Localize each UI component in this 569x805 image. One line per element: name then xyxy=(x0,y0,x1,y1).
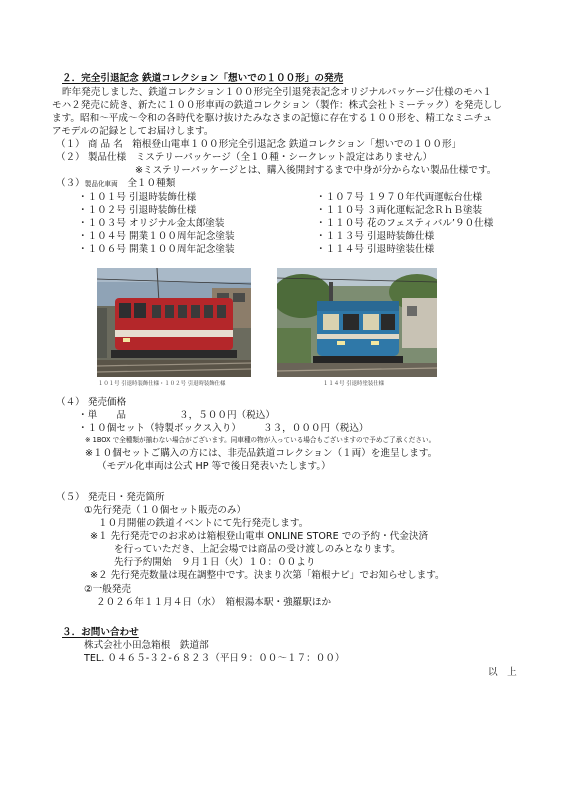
section3-heading: ３．お問い合わせ xyxy=(62,627,139,638)
price-set-label: ・１０個セット（特製ボックス入り） xyxy=(78,423,241,434)
item1-product-name: （１） 商 品 名 箱根登山電車１００形完全引退記念 鉄道コレクション「想いでの１００形」 xyxy=(56,139,462,150)
car-list-item: ・１１０号 花のフェスティバル’９０仕様 xyxy=(316,218,494,229)
pre-sale-note1b: を行っていただき、上記会場では商品の受け渡しのみとなります。 xyxy=(114,544,401,555)
price-note-bonus: ※１０個セットご購入の方には、非売品鉄道コレクション（１両）を進呈します。 xyxy=(85,448,438,459)
car-list-item: ・１１０号 ３両化運転記念ＲｈＢ塗装 xyxy=(316,205,483,216)
price-note-model: （モデル化車両は公式 HP 等で後日発表いたします。） xyxy=(97,461,331,472)
price-single-value: ３，５００円（税込） xyxy=(179,410,275,421)
general-sale-line: ２０２６年１１月４日（水） 箱根湯本駅・強羅駅ほか xyxy=(96,597,332,608)
item4-price: （４） 発売価格 xyxy=(56,397,127,408)
price-single-label: ・単 品 xyxy=(78,410,126,421)
pre-sale-note2: ※２ 先行発売数量は現在調整中です。決まり次第「箱根ナビ」でお知らせします。 xyxy=(90,570,445,581)
contact-company: 株式会社小田急箱根 鉄道部 xyxy=(84,640,209,651)
car-list-item: ・１０６号 開業１００周年記念塗装 xyxy=(78,244,235,255)
intro-line-1: 昨年発売しました、鉄道コレクション１００形完全引退発表記念オリジナルパッケージ仕様のモハ１ xyxy=(62,87,492,98)
contact-tel: TEL. ０４６５-３２-６８２３（平日９：００～１７：００） xyxy=(84,653,345,664)
item3-row xyxy=(56,178,175,190)
car-list-item: ・１０３号 オリジナル金太郎塗装 xyxy=(78,218,225,229)
car-list-item: ・１１４号 引退時塗装仕様 xyxy=(316,244,435,255)
car-list-item: ・１０４号 開業１００周年記念塗装 xyxy=(78,231,235,242)
car-list-item: ・１０７号 １９７０年代両運転台仕様 xyxy=(316,192,483,203)
train-photo-blue xyxy=(277,268,437,377)
train-photo-red xyxy=(97,268,251,377)
intro-line-4: アモデルの記録としてお届けします。 xyxy=(52,126,214,137)
price-note-small: ※ 1BOX で全種類が揃わない場合がございます。同車種の物が入っている場合もございますので予めご了承ください。 xyxy=(85,436,436,444)
section2-heading: ２．完全引退記念 鉄道コレクション「想いでの１００形」の発売 xyxy=(62,73,344,84)
general-sale-title: ②一般発売 xyxy=(84,584,131,595)
closing-mark: 以 上 xyxy=(488,667,517,678)
item2-spec: （２） 製品仕様 ミステリーパッケージ（全１０種・シークレット設定はありません） xyxy=(56,152,433,163)
pre-sale-note1c: 先行予約開始 ９月１日（火）１０：００より xyxy=(114,557,316,568)
car-list-item: ・１０２号 引退時装飾仕様 xyxy=(78,205,197,216)
car-list-item: ・１１３号 引退時装飾仕様 xyxy=(316,231,435,242)
price-set-value: ３３，０００円（税込） xyxy=(263,423,369,434)
item3-label: （３） xyxy=(56,178,85,189)
intro-line-3: ます。昭和～平成～令和の各時代を駆け抜けたみなさまの記憶に存在する１００形を、精工なミニチュ xyxy=(52,113,493,124)
item3-small-label: 製品化車両 xyxy=(84,180,118,188)
item3-total: 全１０種類 xyxy=(127,178,176,189)
photo-caption-right: １１４号 引退時塗装仕様 xyxy=(323,381,385,387)
item5-release: （５） 発売日・発売箇所 xyxy=(56,492,165,503)
pre-sale-note1a: ※１ 先行発売でのお求めは箱根登山電車 ONLINE STORE での予約・代金決済 xyxy=(90,531,429,542)
photo-caption-left: １０１号 引退時装飾仕様・１０２号 引退時装飾仕様 xyxy=(98,381,226,387)
intro-line-2: モハ２発売に続き、新たに１００形車両の鉄道コレクション（製作：株式会社トミーテック）を発売しし xyxy=(52,100,503,111)
item2-note: ※ミステリーパッケージとは、購入後開封するまで中身が分からない製品仕様です。 xyxy=(135,165,497,176)
car-list-item: ・１０１号 引退時装飾仕様 xyxy=(78,192,197,203)
pre-sale-line: １０月開催の鉄道イベントにて先行発売します。 xyxy=(98,518,309,529)
pre-sale-title: ①先行発売（１０個セット販売のみ） xyxy=(84,505,247,516)
